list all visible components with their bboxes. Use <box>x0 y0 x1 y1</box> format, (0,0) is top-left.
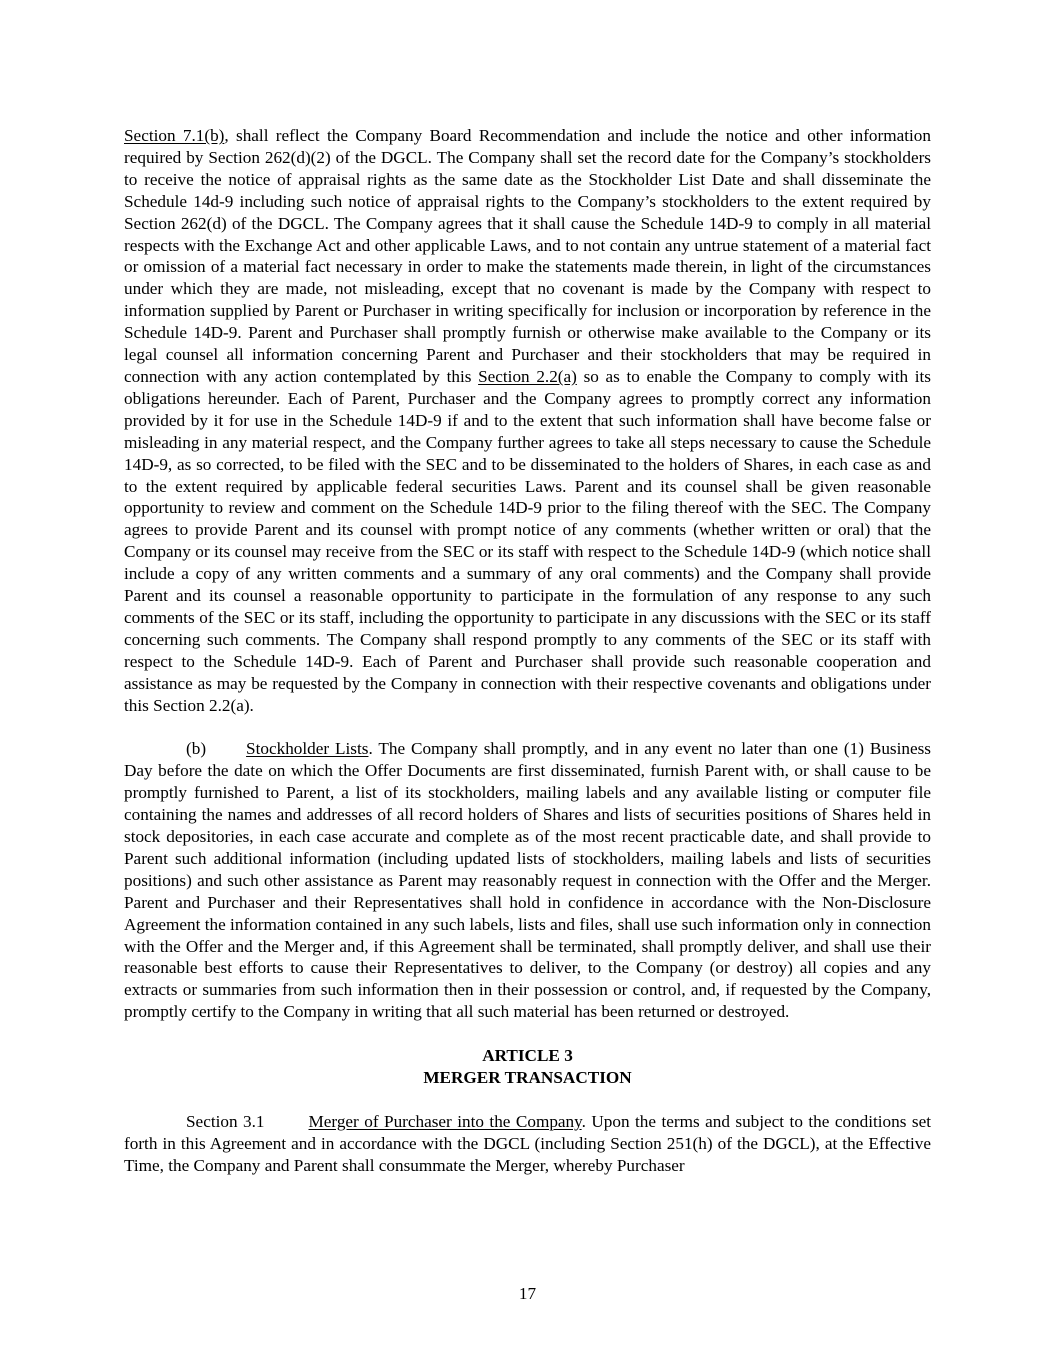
section-7-1-b-reference: Section 7.1(b) <box>124 126 225 145</box>
paragraph-section-3-1 <box>124 1111 931 1177</box>
paragraph-text: . The Company shall promptly, and in any event no later than one (1) Business Day before the date on which the Offer Documents are first disseminated, furnish Parent with, or shall cause to be promptly furnished to Parent, a list of its stockholders, mailing labels and any available listing or computer file containing the names and addresses of all record holders of Shares and lists of securities positions of Shares held in stock depositories, in each case accurate and complete as of the most recent practicable date, and shall provide to Parent such additional information (including updated lists of stockholders, mailing labels and lists of securities positions) and such other assistance as Parent may reasonably request in connection with the Offer and the Merger. Parent and Purchaser and their Representatives shall hold in confidence in accordance with the Non-Disclosure Agreement the information contained in any such labels, lists and files, shall use such information only in connection with the Offer and the Merger and, if this Agreement shall be terminated, shall promptly deliver, and shall use their reasonable best efforts to cause their Representatives to deliver, to the Company (or destroy) all copies and any extracts or summaries from such information then in their possession or control, and, if requested by the Company, promptly certify to the Company in writing that all such material has been returned or destroyed. <box>124 739 931 1022</box>
article-title: MERGER TRANSACTION <box>423 1067 632 1087</box>
section-2-2-a-reference: Section 2.2(a) <box>478 366 577 386</box>
paragraph-section-2-2-a-continued <box>124 125 931 716</box>
paragraph-stockholder-lists <box>124 738 931 1023</box>
subsection-title: Stockholder Lists <box>246 739 369 759</box>
paragraph-text: . Upon the terms and subject to the conditions set forth in this Agreement and in accordance with the DGCL (including Section 251(h) of the DGCL), at the Effective Time, the Company and Parent shall consummate the Merger, whereby Purchaser <box>124 1111 931 1175</box>
article-heading <box>124 1045 931 1089</box>
article-number: ARTICLE 3 <box>482 1046 573 1066</box>
subsection-label: (b) <box>186 739 207 759</box>
document-page <box>124 125 931 1176</box>
section-label: Section 3.1 <box>186 1111 265 1131</box>
section-title: Merger of Purchaser into the Company <box>308 1111 582 1131</box>
paragraph-text: , shall reflect the Company Board Recommendation and include the notice and other information required by Section 262(d)(2) of the DGCL. The Company shall set the record date for the Company’s stockholders to receive the notice of appraisal rights as the same date as the Stockholder List Date and shall disseminate the Schedule 14d-9 including such notice of appraisal rights to the Company’s stockholders to the extent required by Section 262(d) of the DGCL. The Company agrees that it shall cause the Schedule 14D-9 to comply in all material respects with the Exchange Act and other applicable Laws, and to not contain any untrue statement of a material fact or omission of a material fact necessary in order to make the statements made therein, in light of the circumstances under which they are made, not misleading, except that no covenant is made by the Company with respect to information supplied by Parent or Purchaser in writing specifically for inclusion or incorporation by reference in the Schedule 14D-9. Parent and Purchaser shall promptly furnish or otherwise make available to the Company or its legal counsel all information concerning Parent and Purchaser and their stockholders that may be required in connection with any action contemplated by this <box>124 126 931 386</box>
paragraph-text: so as to enable the Company to comply with its obligations hereunder. Each of Parent, Purchaser and the Company agrees to promptly correct any information provided by it for use in the Schedule 14D-9 if and to the extent that such information shall have become false or misleading in any material respect, and the Company further agrees to take all steps necessary to cause the Schedule 14D-9, as so corrected, to be filed with the SEC and to be disseminated to the holders of Shares, in each case as and to the extent required by applicable federal securities Laws. Parent and its counsel shall be given reasonable opportunity to review and comment on the Schedule 14D-9 prior to the filing thereof with the SEC. The Company agrees to provide Parent and its counsel with prompt notice of any comments (whether written or oral) that the Company or its counsel may receive from the SEC or its staff with respect to the Schedule 14D-9 (which notice shall include a copy of any written comments and a summary of any oral comments) and the Company shall provide Parent and its counsel a reasonable opportunity to participate in the formulation of any response to any such comments of the SEC or its staff, including the opportunity to participate in any discussions with the SEC or its staff concerning such comments. The Company shall respond promptly to any comments of the SEC or its staff with respect to the Schedule 14D-9. Each of Parent and Purchaser shall provide such reasonable cooperation and assistance as may be requested by the Company in connection with their respective covenants and obligations under this Section 2.2(a). <box>124 366 931 715</box>
page-number: 17 <box>518 1284 537 1303</box>
